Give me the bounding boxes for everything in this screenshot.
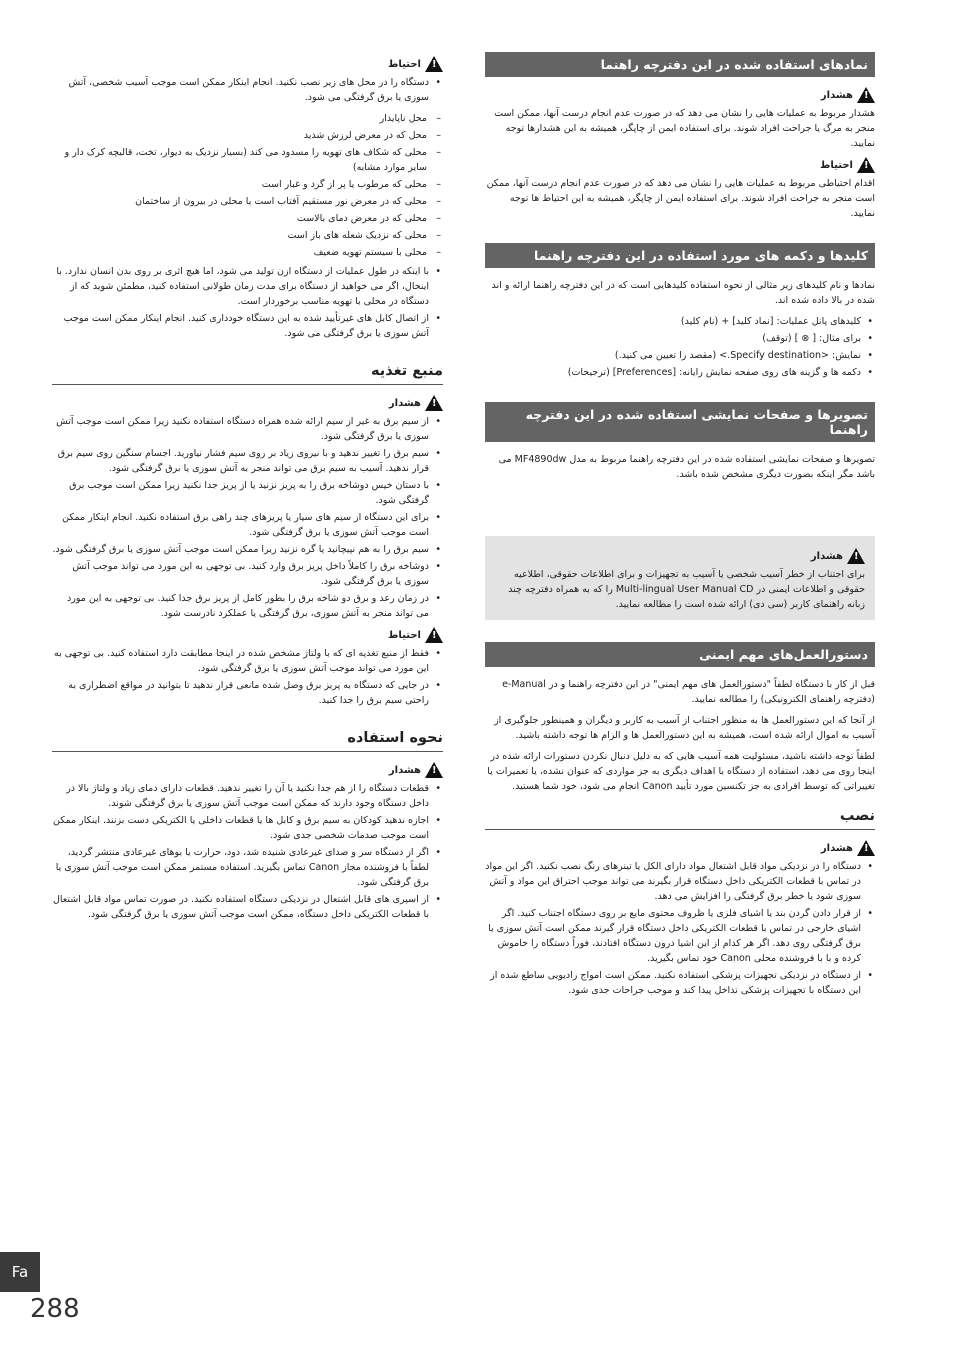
caution-description: اقدام احتیاطی مربوط به عملیات هایی را نشان می دهد که در صورت عدم انجام درست آنها، ممکن است منجر به جراحت افراد شوند. برای استفاده ایمن از چاپگر، همیشه به این احتیاط ها توجه نمایید. — [486, 178, 875, 219]
list-item: • اجازه ندهید کودکان به سیم برق و کابل ها یا قطعات داخلی یا الکتریکی دست بزنند. اینکار ممکن است موجب صدمات شخصی جدی شود. — [52, 813, 429, 843]
list-item: • در جایی که دستگاه به پریز برق وصل شده مانعی قرار ندهید تا بتوانید در مواقع اضطراری به راحتی سیم برق را جدا کنید. — [52, 678, 429, 708]
keys-intro: نمادها و نام کلیدهای زیر مثالی از نحوه استفاده کلیدهایی است که در این دفترچه راهنما ارائه و اند شده در بالا داده شده اند. — [491, 280, 875, 306]
warning-triangle-icon — [857, 87, 875, 103]
list-item: • با دستان خیس دوشاخه برق را به پریز نزنید یا از پریز جدا نکنید زیرا ممکن است موجب برق گرفتگی شود. — [52, 478, 429, 508]
list-item: • دستگاه را در محل های زیر نصب نکنید. انجام اینکار ممکن است موجب آسیب شخصی، آتش سوزی یا برق گرفتگی می شود. — [52, 75, 429, 105]
warning-label: ! هشدار — [485, 840, 875, 856]
list-item: • کلیدهای پانل عملیات: [نماد کلید] + (نام کلید) — [485, 314, 861, 329]
warning-label: ! هشدار — [485, 87, 875, 103]
list-item: – محل ناپایدار — [52, 111, 427, 126]
list-item: – محلی که در معرض نور مستقیم آفتاب است یا محلی در بیرون از ساختمان — [52, 194, 427, 209]
list-item: • دوشاخه برق را کاملاً داخل پریز برق وارد کنید. بی توجهی به این مورد می تواند موجب آتش سوزی یا برق گرفتگی شود. — [52, 559, 429, 589]
list-item: • از دستگاه در نزدیکی تجهیزات پزشکی استفاده نکنید. ممکن است امواج رادیویی ساطع شده از این دستگاه با تجهیزات پزشکی تداخل پیدا کند و موجب جراحات جدی شود. — [485, 968, 861, 998]
handling-heading: نحوه استفاده — [52, 730, 443, 752]
list-item: • از قرار دادن گردن بند یا اشیای فلزی یا ظروف محتوی مایع بر روی دستگاه اجتناب کنید. اگر اشیای خارجی در تماس با قطعات الکتریکی داخل دستگاه قرار گیرند ممکن است آتش سوزی یا برق گرفتگی روی دهد. اگر هر کدام از این اشیا درون دستگاه افتادند، فوراً دستگاه را خاموش کرده و با با فروشنده محلی Canon خود تماس بگیرید. — [485, 906, 861, 966]
safety-paragraph: لطفاً توجه داشته باشید، مسئولیت همه آسیب هایی که به دلیل دنبال نکردن دستورات ارائه شده در اینجا روی می دهد، استفاده از دستگاه با اهداف دیگری به جز مواردی که عنوان نشده، یا تعمیرات یا تغییراتی که توسط افرادی به جز تکنسین مورد تأیید Canon انجام می شود، خود شما هستید. — [487, 751, 875, 792]
right-column — [485, 52, 875, 1004]
list-item: • با اینکه در طول عملیات از دستگاه ازن تولید می شود، اما هیچ اثری بر روی بدن انسان ندارد. با اینحال، اگر می خواهید از دستگاه برای مدت زمان طولانی استفاده کنید، مطمئن شوید که از دستگاه در محلی با تهویه مناسب برخوردار است. — [52, 264, 429, 309]
installation-heading: نصب — [485, 808, 875, 830]
symbols-heading: نمادهای استفاده شده در این دفترچه راهنما — [485, 52, 875, 77]
page-number: 288 — [30, 1294, 80, 1324]
warning-description: هشدار مربوط به عملیات هایی را نشان می دهد که در صورت عدم انجام درست آنها، ممکن است منجر به مرگ یا جراحت افراد شوند. برای استفاده ایمن از چاپگر، همیشه به این هشدارها توجه نمایید. — [494, 108, 875, 149]
left-column — [52, 52, 443, 928]
warning-label: ! هشدار — [52, 395, 443, 411]
list-item: • فقط از منبع تغذیه ای که با ولتاژ مشخص شده در اینجا مطابقت دارد استفاده کنید. بی توجهی به این مورد می تواند موجب آتش سوزی یا برق گرفتگی شود. — [52, 646, 429, 676]
illustrations-heading: تصویرها و صفحات نمایشی استفاده شده در این دفترچه راهنما — [485, 402, 875, 442]
list-item: – محلی که مرطوب یا پر از گرد و غبار است — [52, 177, 427, 192]
list-item: – محلی که نزدیک شعله های باز است — [52, 228, 427, 243]
safety-paragraph: از آنجا که این دستورالعمل ها به منظور اجتناب از آسیب به کاربر و دیگران و همینطور جلوگیری از آسیب به اموال ارائه شده است، همیشه به این دستورالعمل ها و الزام ها توجه داشته باشید. — [494, 715, 875, 741]
warning-label: ! هشدار — [495, 548, 865, 564]
caution-triangle-icon — [425, 56, 443, 72]
list-item: • قطعات دستگاه را از هم جدا نکنید یا آن را تغییر ندهید. قطعات دارای دمای زیاد و ولتاژ بالا در داخل دستگاه وجود دارند که ممکن است موجب آتش سوزی یا برق گرفتگی شوند. — [52, 781, 429, 811]
caution-label: ! احتیاط — [52, 627, 443, 643]
list-item: • دکمه ها و گزینه های روی صفحه نمایش رایانه: [Preferences] (ترجیحات) — [485, 365, 861, 380]
illustrations-text: تصویرها و صفحات نمایشی استفاده شده در این دفترچه راهنما مربوط به مدل MF4890dw می باشد مگر اینکه بصورت دیگری مشخص شده باشد. — [498, 454, 875, 480]
list-item: – محل که در معرض لرزش شدید — [52, 128, 427, 143]
keys-heading: کلیدها و دکمه های مورد استفاده در این دفترچه راهنما — [485, 243, 875, 268]
list-item: • از سیم برق به غیر از سیم ارائه شده همراه دستگاه استفاده نکنید زیرا ممکن است موجب آتش سوزی یا برق گرفتگی شود. — [52, 414, 429, 444]
caution-triangle-icon — [857, 157, 875, 173]
list-item: • برای این دستگاه از سیم های سیار یا پریزهای چند راهی برق استفاده نکنید. انجام اینکار ممکن است موجب آتش سوزی یا برق گرفتگی شود. — [52, 510, 429, 540]
caution-label: ! احتیاط — [485, 157, 875, 173]
safety-paragraph: قبل از کار با دستگاه لطفاً "دستورالعمل های مهم ایمنی" در این دفترچه راهنما و در e-Manual (دفترچه راهنمای الکترونیکی) را مطالعه نمایید. — [502, 679, 875, 705]
power-supply-heading: منبع تغذیه — [52, 363, 443, 385]
list-item: – محلی با سیستم تهویه ضعیف — [52, 245, 427, 260]
list-item: – محلی که شکاف های تهویه را مسدود می کند (بسیار نزدیک به دیوار، تخت، قالیچه کرک دار و سایر موارد مشابه) — [52, 145, 427, 175]
list-item: • سیم برق را به هم نپیچانید یا گره نزنید زیرا ممکن است موجب آتش سوزی یا برق گرفتگی شود. — [52, 542, 429, 557]
list-item: • دستگاه را در نزدیکی مواد قابل اشتعال مواد دارای الکل یا تینرهای رنگ نصب نکنید. اگر این مواد در تماس با قطعات الکتریکی داخل دستگاه قرار بگیرند می تواند موجب احتراق این مواد و آتش سوزی شود یا خطر برق گرفتگی را افزایش می دهد. — [485, 859, 861, 904]
list-item: • برای مثال: [ ⊗ ] (توقف) — [485, 331, 861, 346]
warning-triangle-icon — [425, 395, 443, 411]
warning-triangle-icon — [425, 762, 443, 778]
safety-instructions-heading: دستورالعمل‌های مهم ایمنی — [485, 642, 875, 667]
language-tab: Fa — [0, 1252, 40, 1292]
warning-label: ! هشدار — [52, 762, 443, 778]
list-item: • اگر از دستگاه سر و صدای غیرعادی شنیده شد، دود، حرارت یا بوهای غیرعادی منتشر گردید، لطفاً با فروشنده مجاز Canon تماس بگیرید. استفاده مستمر ممکن است موجب آتش سوزی یا برق گرفتگی شود. — [52, 845, 429, 890]
note-text: برای اجتناب از خطر آسیب شخصی یا آسیب به تجهیزات و برای اطلاعات حقوقی، اطلاعیه حقوقی و اطلاعات ایمنی در Multi-lingual User Manual CD را که به همراه دفترچه چند زبانه راهنمای کاربر (سی دی) ارائه شده است را مطالعه نمایید. — [508, 569, 865, 610]
list-item: • سیم برق را تغییر ندهید و با نیروی زیاد بر روی سیم فشار نیاورید. اجسام سنگین روی سیم برق قرار ندهید. آسیب به سیم برق می تواند منجر به آتش سوزی یا برق گرفتگی شود. — [52, 446, 429, 476]
caution-triangle-icon — [425, 627, 443, 643]
list-item: • از اتصال کابل های غیرتأیید شده به این دستگاه خودداری کنید. انجام اینکار ممکن است موجب آتش سوزی یا برق گرفتگی می شود. — [52, 311, 429, 341]
list-item: • از اسپری های قابل اشتعال در نزدیکی دستگاه استفاده نکنید. در صورت تماس مواد قابل اشتعال با قطعات الکتریکی داخل دستگاه، ممکن است موجب آتش سوزی یا برق گرفتگی شود. — [52, 892, 429, 922]
list-item: • نمایش: <Specify destination.> (مقصد را تعیین می کنید.) — [485, 348, 861, 363]
warning-triangle-icon — [847, 548, 865, 564]
list-item: – محلی که در معرض دمای بالاست — [52, 211, 427, 226]
caution-label: ! احتیاط — [52, 56, 443, 72]
warning-note-box — [485, 536, 875, 620]
list-item: • در زمان رعد و برق دو شاخه برق را بطور کامل از پریز برق جدا کنید. بی توجهی به این مورد می تواند منجر به آتش سوزی، برق گرفتگی یا عملکرد نادرست شود. — [52, 591, 429, 621]
warning-triangle-icon — [857, 840, 875, 856]
